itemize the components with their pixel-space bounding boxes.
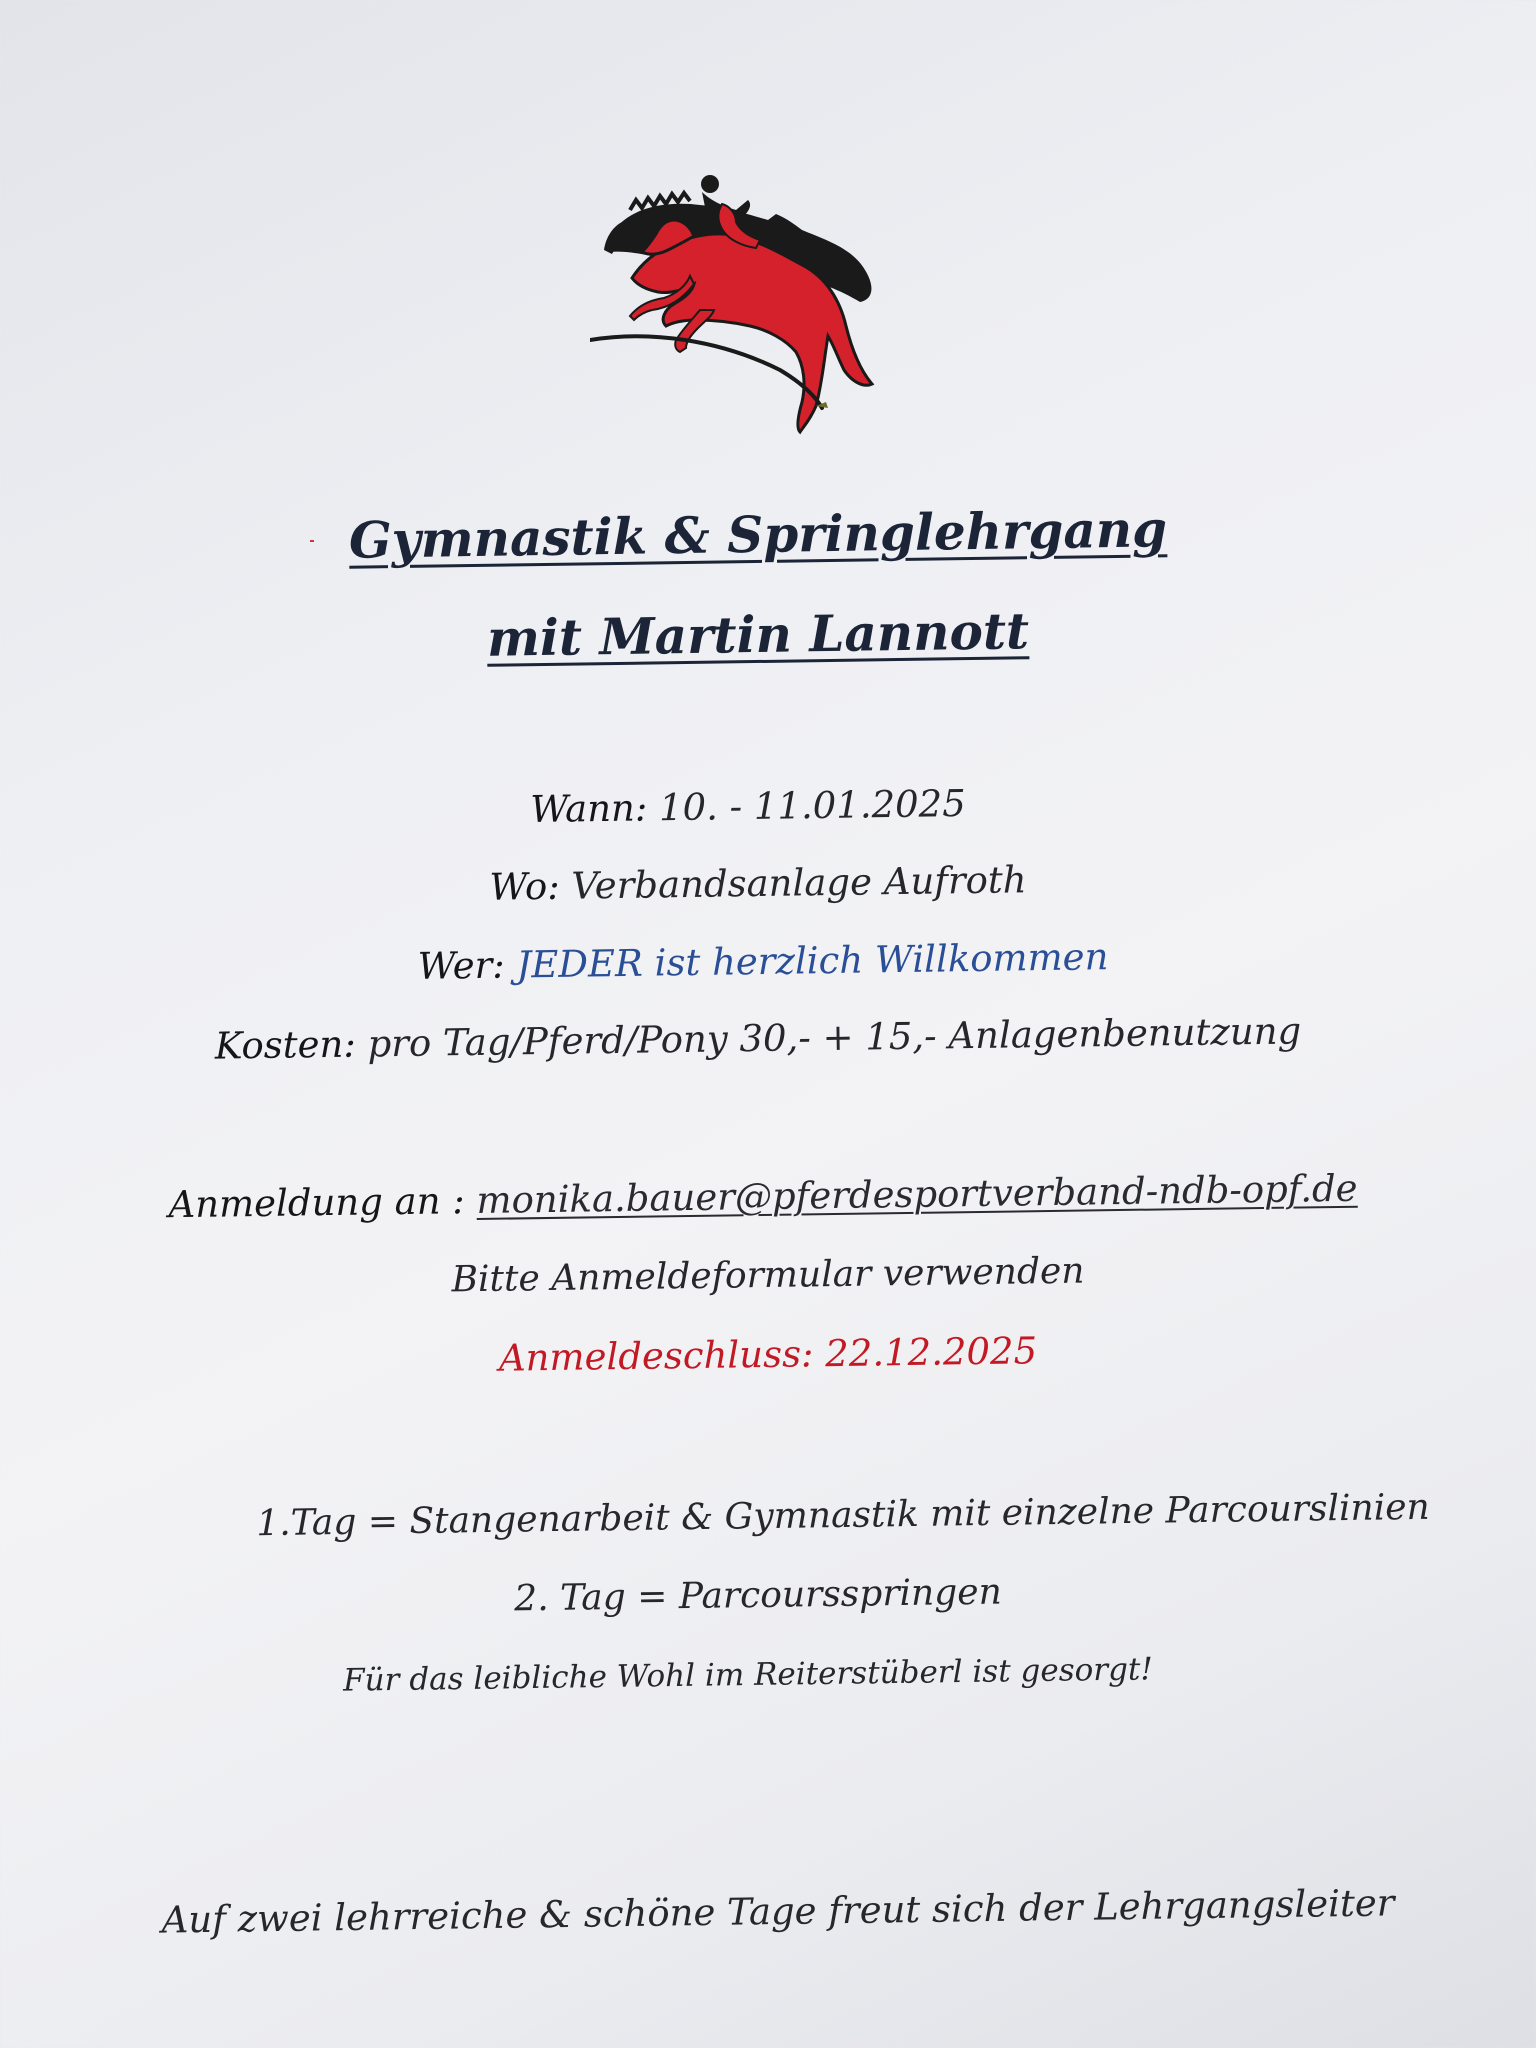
who-label: Wer: — [417, 943, 505, 988]
when-line — [0, 774, 1516, 838]
cost-line — [0, 1006, 1526, 1070]
when-label: Wann: — [529, 786, 648, 832]
registration-deadline: Anmeldeschluss: 22.12.2025 — [498, 1329, 1038, 1380]
where-label: Wo: — [489, 864, 560, 909]
schedule-day-1: 1.Tag = Stangenarbeit & Gymnastik mit einzelne Parcourslinien — [256, 1486, 1430, 1545]
show-jumping-horse-logo-icon — [590, 170, 910, 440]
registration-form-note: Bitte Anmeldeformular verwenden — [451, 1250, 1085, 1301]
cost-value: pro Tag/Pferd/Pony 30,- + 15,- Anlagenbenutzung — [367, 1009, 1302, 1066]
footer-note: Auf zwei lehrreiche & schöne Tage freut sich der Lehrgangsleiter — [161, 1881, 1395, 1942]
who-line — [0, 929, 1531, 993]
title-line-1: Gymnastik & Springlehrgang — [348, 499, 1168, 570]
registration-line — [0, 1164, 1531, 1228]
title-line-2: mit Martin Lannott — [486, 601, 1030, 668]
registration-label: Anmeldung an : — [168, 1179, 466, 1227]
when-value: 10. - 11.01.2025 — [658, 781, 967, 830]
who-value: JEDER ist herzlich Willkommen — [516, 935, 1109, 987]
where-value: Verbandsanlage Aufroth — [571, 858, 1027, 908]
cost-label: Kosten: — [214, 1022, 357, 1068]
registration-email-link[interactable]: monika.bauer@pferdesportverband-ndb-opf.de — [476, 1166, 1358, 1222]
where-line — [0, 851, 1526, 915]
ink-speck — [310, 540, 314, 542]
catering-note: Für das leibliche Wohl im Reiterstüberl ist gesorgt! — [342, 1651, 1154, 1699]
schedule-day-2: 2. Tag = Parcoursspringen — [513, 1571, 1003, 1620]
